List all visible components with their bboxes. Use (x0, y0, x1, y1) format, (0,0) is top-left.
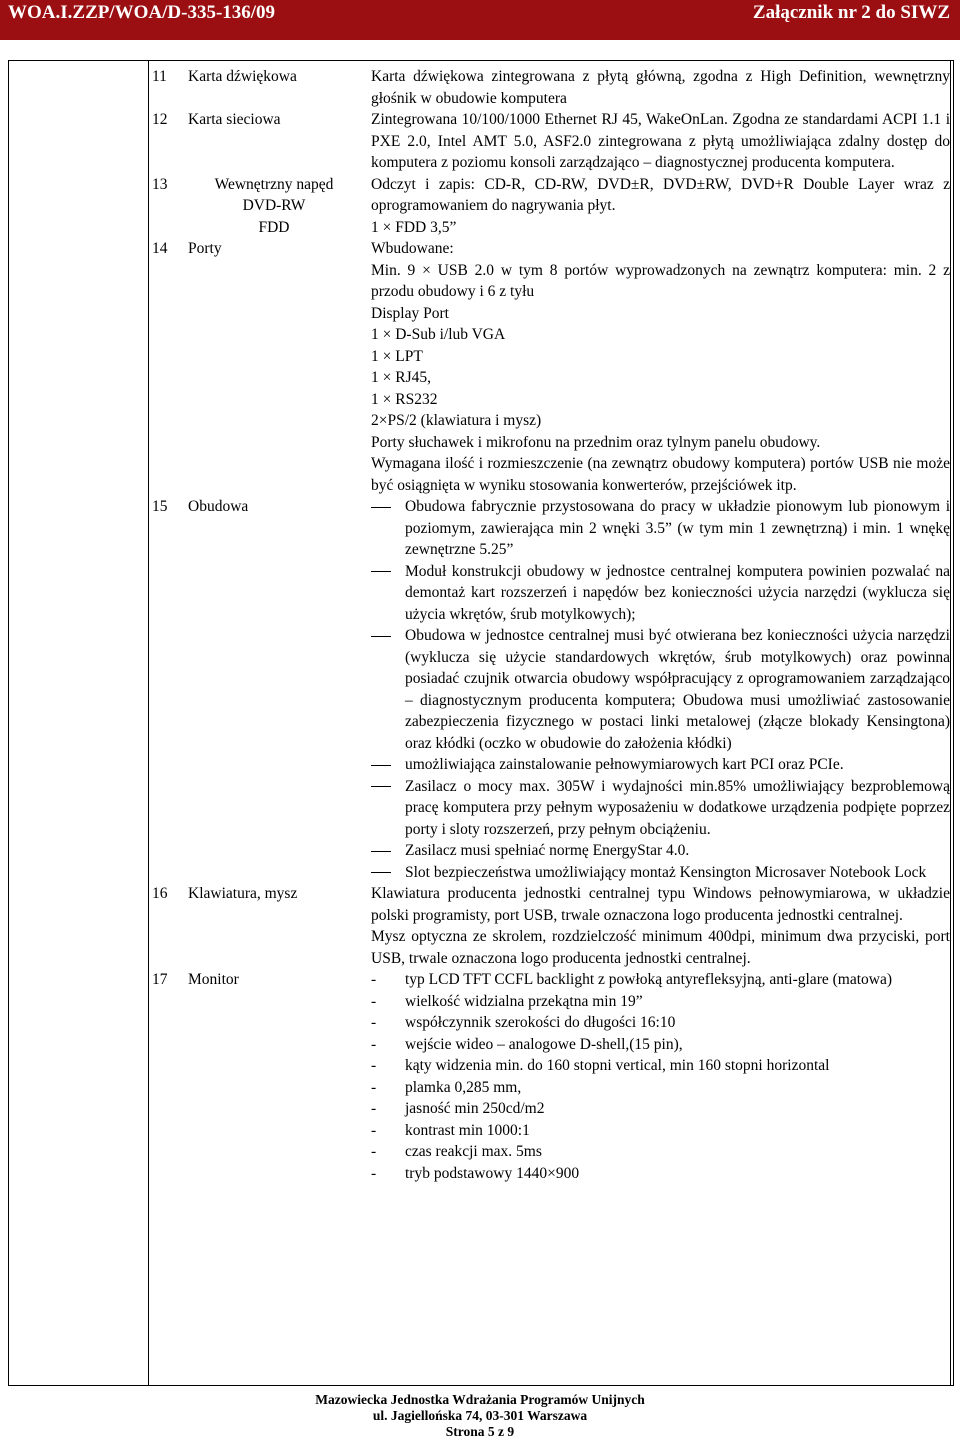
list-item-text: kąty widzenia min. do 160 stopni vertical, min 160 stopni horizontal (405, 1057, 830, 1074)
footer-page-number: Strona 5 z 9 (445, 1424, 515, 1439)
list-item (371, 496, 950, 561)
row-number: 12 (152, 111, 168, 128)
list-item-text: plamka 0,285 mm, (405, 1078, 522, 1096)
list-item-text: czas reakcji max. 5ms (405, 1143, 542, 1160)
row-description (371, 66, 950, 109)
row-number: 11 (152, 68, 167, 85)
description-line: 2×PS/2 (klawiatura i mysz) (371, 412, 542, 429)
list-item (371, 625, 950, 754)
list-item-text: umożliwiająca zainstalowanie pełnowymiarowych kart PCI oraz PCIe. (405, 756, 844, 773)
description-line: Porty słuchawek i mikrofonu na przednim oraz tylnym panelu obudowy. (371, 433, 821, 451)
row-item-name-line: Porty (188, 240, 222, 257)
row-item-name-line: Obudowa (188, 498, 249, 515)
list-item-text: tryb podstawowy 1440×900 (405, 1164, 580, 1182)
dash-glyph (371, 636, 391, 637)
list-item (371, 1012, 950, 1034)
dash-glyph (371, 765, 391, 766)
table-row (148, 109, 950, 174)
list-item-text: wielkość widzialna przekątna min 19” (405, 992, 643, 1010)
hyphen-marker: - (371, 1100, 377, 1117)
hyphen-marker: - (371, 1164, 377, 1182)
table-row (148, 969, 950, 1184)
hyphen-marker: - (371, 1057, 377, 1074)
dash-glyph (371, 851, 391, 852)
dash-glyph (371, 872, 391, 873)
list-item (371, 1163, 950, 1185)
hyphen-marker: - (371, 1121, 377, 1139)
dash-marker (371, 625, 397, 647)
row-item-name-line: Karta sieciowa (188, 111, 281, 128)
description-line: Wbudowane: (371, 240, 454, 257)
row-number: 14 (152, 240, 168, 257)
row-number: 17 (152, 971, 168, 988)
list-item-text: kontrast min 1000:1 (405, 1121, 530, 1139)
row-item-name-line: Karta dźwiękowa (188, 68, 297, 85)
description-line: Mysz optyczna ze skrolem, rozdzielczość minimum 400dpi, minimum dwa przyciski, port USB, trwale oznaczona logo producenta jednostki centralnej. (371, 928, 950, 967)
list-item-text: Zasilacz musi spełniać normę EnergyStar 4.0. (405, 842, 690, 859)
dash-marker (371, 496, 397, 518)
description-line: Karta dźwiękowa zintegrowana z płytą główną, zgodna z High Definition, wewnętrzny głośnik w obudowie komputera (371, 68, 950, 107)
table-row (148, 174, 950, 239)
page-footer (0, 1392, 960, 1440)
list-item-text: wejście wideo – analogowe D-shell,(15 pin), (405, 1035, 683, 1053)
hyphen-marker: - (371, 992, 377, 1010)
row-number: 16 (152, 885, 168, 902)
description-line: Wymagana ilość i rozmieszczenie (na zewnątrz obudowy komputera) portów USB nie może być osiągnięta w wyniku stosowania konwerterów, przejściówek itp. (371, 455, 950, 494)
row-number: 13 (152, 175, 168, 193)
hyphen-marker: - (371, 1035, 377, 1053)
list-item (371, 1141, 950, 1163)
list-item (371, 840, 950, 862)
description-line: Min. 9 × USB 2.0 w tym 8 portów wyprowadzonych na zewnątrz komputera: min. 2 z przodu obudowy i 6 z tyłu (371, 261, 950, 300)
row-description (371, 883, 950, 969)
list-item (371, 969, 950, 991)
dash-glyph (371, 507, 391, 508)
dash-marker (371, 561, 397, 583)
list-item (371, 754, 950, 776)
description-line: Zintegrowana 10/100/1000 Ethernet RJ 45, WakeOnLan. Zgodna ze standardami ACPI 1.1 i PXE 2.0, Intel AMT 5.0, ASF2.0 zintegrowana z płytą umożliwiająca zdalny dostęp do komputera z poziomu konsoli zarządzająco – diagnostycznej producenta komputera. (371, 111, 950, 171)
table-row (148, 66, 950, 109)
hyphen-marker: - (371, 1014, 377, 1031)
list-item-text: jasność min 250cd/m2 (405, 1100, 545, 1117)
spec-table (148, 66, 950, 1184)
row-description (371, 109, 950, 174)
list-item (371, 561, 950, 626)
table-row (148, 238, 950, 496)
dash-marker (371, 776, 397, 798)
description-line: 1 × RS232 (371, 390, 438, 408)
row-description (371, 496, 950, 883)
row-item-name (188, 238, 358, 260)
row-item-name-line: Wewnętrzny napęd (214, 175, 334, 193)
description-line: 1 × LPT (371, 347, 423, 365)
list-item-text: typ LCD TFT CCFL backlight z powłoką antyrefleksyjną, anti-glare (matowa) (405, 971, 892, 988)
description-line: 1 × D-Sub i/lub VGA (371, 326, 506, 343)
list-item (371, 776, 950, 841)
dash-marker (371, 840, 397, 862)
description-line: Klawiatura producenta jednostki centralnej typu Windows pełnowymiarowa, w układzie polski programisty, port USB, trwale oznaczona logo producenta jednostki centralnej. (371, 885, 950, 924)
list-item-text: Moduł konstrukcji obudowy w jednostce centralnej komputera powinien pozwalać na demontaż kart rozszerzeń i napędów bez konieczności użycia narzędzi (wyklucza się użycia wkrętów, śrub motylkowych); (405, 562, 950, 623)
list-item-text: współczynnik szerokości do długości 16:10 (405, 1014, 676, 1031)
row-item-name (188, 109, 358, 131)
list-item (371, 1120, 950, 1142)
document-reference: WOA.I.ZZP/WOA/D-335-136/09 (8, 2, 276, 23)
table-rule-right (950, 60, 951, 1386)
page-header-bar (0, 0, 960, 40)
list-item (371, 991, 950, 1013)
hyphen-marker: - (371, 1078, 377, 1096)
row-item-name-line: Klawiatura, mysz (188, 885, 298, 902)
hyphen-marker: - (371, 971, 377, 988)
list-item (371, 1077, 950, 1099)
list-item-text: Obudowa w jednostce centralnej musi być otwierana bez konieczności użycia narzędzi (wyklucza się użycie standardowych wkrętów, śrub motylkowych) oraz powinna posiadać czujnik otwarcia obudowy współpracujący z oprogramowaniem zarządzająco – diagnostycznym producenta komputera; Obudowa musi umożliwiać zastosowanie zabezpieczenia fizycznego w postaci linki metalowej (złącze blokady Kensingtona) oraz kłódki (oczko w obudowie do założenia kłódki) (405, 627, 950, 752)
row-item-name-line: FDD (258, 218, 290, 236)
dash-glyph (371, 571, 391, 572)
attachment-label: Załącznik nr 2 do SIWZ (752, 2, 950, 23)
dash-marker (371, 862, 397, 884)
row-item-name-line: Monitor (188, 971, 239, 988)
description-line: 1 × RJ45, (371, 369, 431, 386)
row-description (371, 174, 950, 239)
list-item-text: Obudowa fabrycznie przystosowana do pracy w układzie pionowym lub pionowym i poziomym, zawierająca min 2 wnęki 3.5” (w tym min 1 zewnętrzną) i min. 1 wnękę zewnętrzne 5.25” (405, 498, 950, 558)
row-item-name (188, 66, 358, 88)
dash-glyph (371, 786, 391, 787)
list-item (371, 1098, 950, 1120)
row-item-name-line: DVD-RW (242, 197, 306, 214)
table-row (148, 883, 950, 969)
dash-marker (371, 754, 397, 776)
table-row (148, 496, 950, 883)
footer-organization: Mazowiecka Jednostka Wdrażania Programów Unijnych (315, 1392, 645, 1407)
description-line: 1 × FDD 3,5” (371, 218, 457, 236)
description-line: Odczyt i zapis: CD-R, CD-RW, DVD±R, DVD±RW, DVD+R Double Layer wraz z oprogramowaniem do nagrywania płyt. (371, 175, 950, 214)
list-item (371, 862, 950, 884)
description-line: Display Port (371, 304, 449, 322)
row-item-name (184, 174, 364, 239)
row-item-name (188, 969, 358, 991)
list-item (371, 1055, 950, 1077)
row-description (371, 969, 950, 1184)
row-item-name (188, 883, 358, 905)
hyphen-marker: - (371, 1143, 377, 1160)
list-item-text: Zasilacz o mocy max. 305W i wydajności min.85% umożliwiający bezproblemową pracę komputera przy pełnym wyposażeniu w dodatkowe urządzenia podpięte poprzez porty i sloty rozszerzeń, przy pełnym obciążeniu. (405, 777, 950, 838)
row-number: 15 (152, 498, 168, 515)
list-item (371, 1034, 950, 1056)
list-item-text: Slot bezpieczeństwa umożliwiający montaż Kensington Microsaver Notebook Lock (405, 863, 927, 881)
row-item-name (188, 496, 358, 518)
row-description (371, 238, 950, 496)
footer-address: ul. Jagiellońska 74, 03-301 Warszawa (372, 1408, 588, 1423)
